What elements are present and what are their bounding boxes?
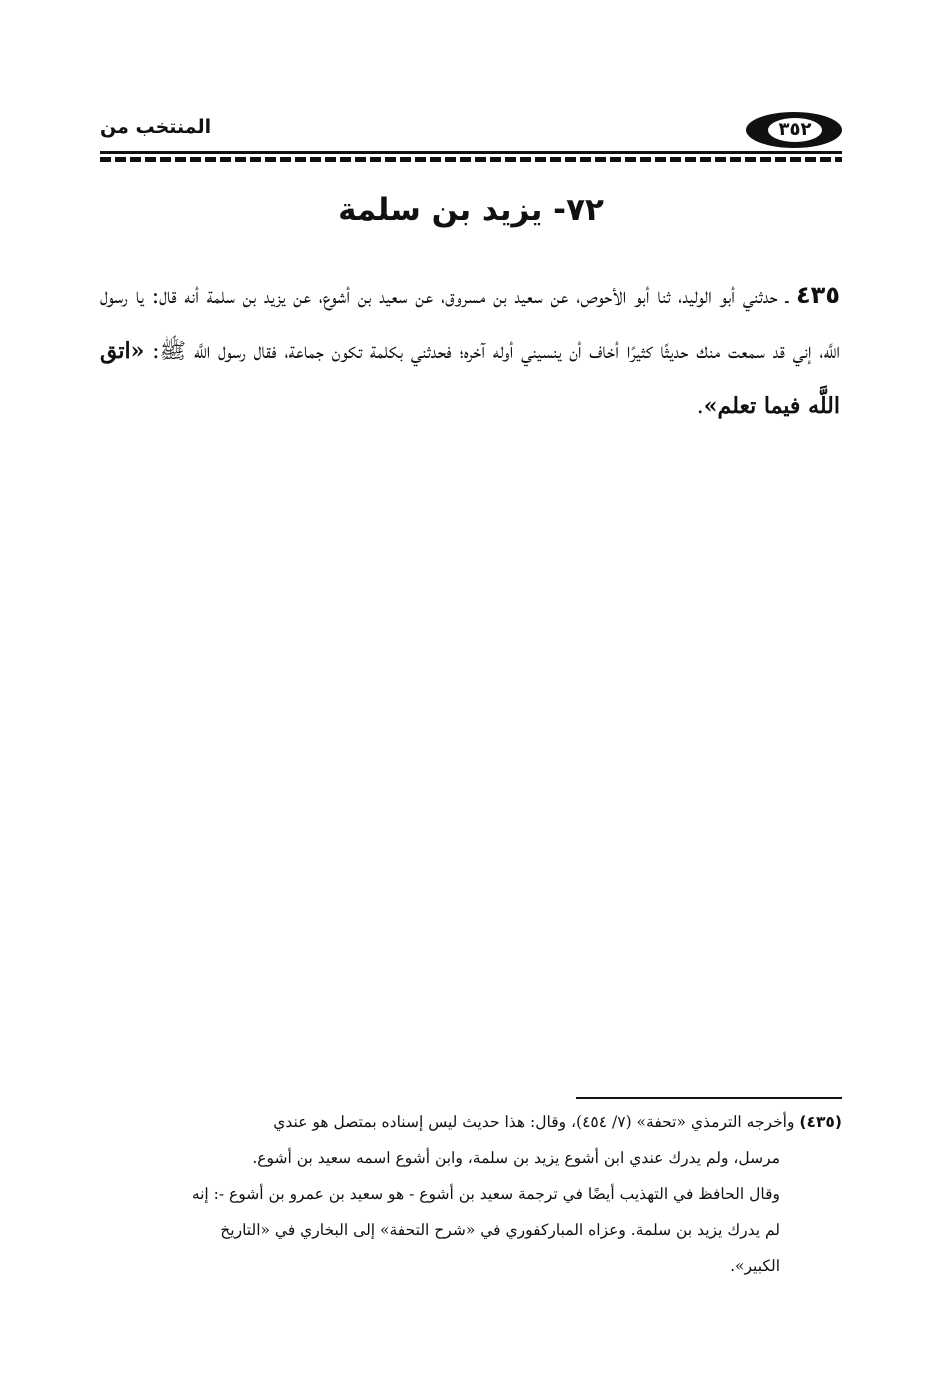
chapter-title: ٧٢- يزيد بن سلمة (338, 192, 604, 228)
footnote-line (96, 1104, 842, 1140)
hadith-quote: «اتق اللَّه فيما تعلم» (100, 338, 840, 419)
footnote-line: الكبير». (730, 1257, 780, 1275)
hadith-paragraph (100, 268, 840, 434)
footnote-line: لم يدرك يزيد بن سلمة. وعزاه المباركفوري في «شرح التحفة» إلى البخاري في «التاريخ (220, 1221, 780, 1239)
header-dashed-rule (100, 157, 842, 162)
hadith-text: حدثني أبو الوليد، ثنا أبو الأحوص، عن سعيد بن مسروق، عن سعيد بن أشوع، عن يزيد بن سلمة أنه قال: يا رسول اللَّه، إني قد سمعت منك حديثًا كثيرًا أخاف أن ينسيني أوله آخره؛ فحدثني بكلمة تكون جماعة، فقال رسول اللَّه ﷺ: (100, 284, 840, 364)
page-number: ٣٥٢ (768, 118, 822, 142)
footnote-line: وقال الحافظ في التهذيب أيضًا في ترجمة سعيد بن أشوع - هو سعيد بن عمرو بن أشوع -: إنه (191, 1185, 780, 1203)
header-rule (100, 151, 842, 154)
page-header (100, 108, 842, 150)
running-title: المنتخب من (100, 116, 212, 138)
footnote-text: وأخرجه الترمذي «تحفة» (٧/ ٤٥٤)، وقال: هذا حديث ليس إسناده بمتصل هو عندي (273, 1113, 795, 1131)
footnotes (96, 1104, 842, 1284)
footnote-number: (٤٣٥) (799, 1113, 842, 1131)
hadith-dash: ـ (777, 284, 797, 309)
hadith-number: ٤٣٥ (796, 281, 840, 309)
footnote-rule (576, 1097, 842, 1099)
hadith-end: . (696, 394, 704, 419)
footnote-line: مرسل، ولم يدرك عندي ابن أشوع يزيد بن سلمة، وابن أشوع اسمه سعيد بن أشوع. (252, 1149, 780, 1167)
page-number-badge (746, 112, 842, 148)
